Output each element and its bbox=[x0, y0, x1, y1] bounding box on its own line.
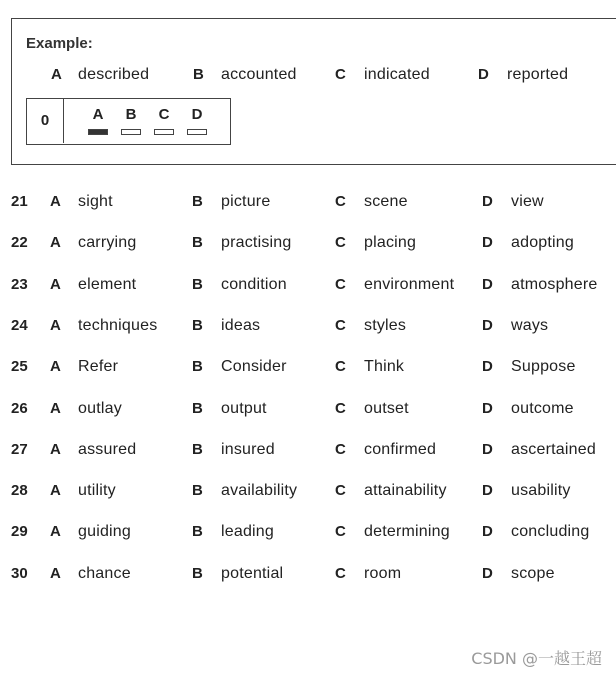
option-word[interactable]: confirmed bbox=[364, 440, 437, 458]
option-word[interactable]: view bbox=[511, 193, 544, 210]
option-letter: B bbox=[192, 564, 203, 582]
question-number: 25 bbox=[11, 358, 28, 376]
question-row bbox=[0, 565, 616, 587]
question-number: 23 bbox=[11, 275, 28, 293]
option-letter: B bbox=[192, 523, 203, 541]
option-word[interactable]: techniques bbox=[78, 316, 158, 334]
option-letter: A bbox=[50, 399, 61, 417]
question-number: 24 bbox=[11, 316, 28, 334]
question-row bbox=[0, 317, 616, 339]
option-letter: D bbox=[482, 358, 493, 376]
option-letter: A bbox=[50, 316, 61, 334]
option-letter: A bbox=[50, 482, 61, 500]
option-letter: A bbox=[50, 523, 61, 541]
option-letter: D bbox=[482, 275, 493, 293]
option-word[interactable]: carrying bbox=[78, 234, 137, 252]
option-word[interactable]: environment bbox=[364, 275, 455, 293]
option-word[interactable]: scope bbox=[511, 564, 555, 582]
option-letter: C bbox=[335, 482, 346, 500]
option-word[interactable]: adopting bbox=[511, 234, 574, 252]
answer-mark-d[interactable] bbox=[187, 129, 207, 135]
question-row bbox=[0, 441, 616, 463]
option-word[interactable]: determining bbox=[364, 523, 450, 541]
option-letter: D bbox=[482, 399, 493, 417]
option-letter: A bbox=[50, 440, 61, 458]
answer-sheet-letter-b: B bbox=[125, 106, 137, 123]
option-letter: B bbox=[192, 440, 203, 458]
question-number: 21 bbox=[11, 193, 28, 210]
option-word[interactable]: chance bbox=[78, 564, 131, 582]
option-word[interactable]: outset bbox=[364, 399, 409, 417]
option-letter: D bbox=[482, 234, 493, 252]
option-word[interactable]: availability bbox=[221, 482, 298, 500]
question-row bbox=[0, 523, 616, 545]
option-letter: D bbox=[482, 482, 493, 500]
question-number: 22 bbox=[11, 234, 28, 252]
answer-mark-a[interactable] bbox=[88, 129, 108, 135]
option-word[interactable]: picture bbox=[221, 193, 271, 210]
question-number: 29 bbox=[11, 523, 28, 541]
option-letter: B bbox=[192, 275, 203, 293]
example-options bbox=[12, 66, 616, 88]
option-letter: D bbox=[482, 193, 493, 210]
option-letter: B bbox=[192, 358, 203, 376]
option-word[interactable]: leading bbox=[221, 523, 275, 541]
question-number: 28 bbox=[11, 482, 28, 500]
watermark: CSDN @一越王超 bbox=[471, 649, 602, 668]
example-option-letter-a: A bbox=[51, 66, 62, 83]
question-row bbox=[0, 400, 616, 422]
example-title: Example: bbox=[26, 35, 93, 52]
option-word[interactable]: practising bbox=[221, 234, 292, 252]
option-word[interactable]: output bbox=[221, 399, 267, 417]
option-letter: C bbox=[335, 523, 346, 541]
example-option-word-a: described bbox=[78, 66, 150, 83]
option-letter: A bbox=[50, 193, 61, 210]
option-word[interactable]: ascertained bbox=[511, 440, 596, 458]
question-row bbox=[0, 276, 616, 298]
option-word[interactable]: atmosphere bbox=[511, 275, 598, 293]
option-letter: C bbox=[335, 234, 346, 252]
example-box bbox=[11, 18, 616, 165]
option-word[interactable]: guiding bbox=[78, 523, 132, 541]
option-word[interactable]: ideas bbox=[221, 316, 261, 334]
option-letter: D bbox=[482, 316, 493, 334]
question-row bbox=[0, 482, 616, 504]
option-word[interactable]: attainability bbox=[364, 482, 447, 500]
question-row bbox=[0, 358, 616, 380]
answer-sheet-letter-c: C bbox=[158, 106, 170, 123]
question-row bbox=[0, 193, 616, 215]
option-word[interactable]: outcome bbox=[511, 399, 574, 417]
option-letter: B bbox=[192, 234, 203, 252]
example-option-letter-c: C bbox=[335, 66, 346, 83]
option-word[interactable]: scene bbox=[364, 193, 408, 210]
example-option-letter-b: B bbox=[193, 66, 204, 83]
option-word[interactable]: potential bbox=[221, 564, 284, 582]
option-word[interactable]: room bbox=[364, 564, 402, 582]
answer-sheet-letter-d: D bbox=[191, 106, 203, 123]
option-letter: A bbox=[50, 358, 61, 376]
question-number: 30 bbox=[11, 564, 28, 582]
option-letter: C bbox=[335, 564, 346, 582]
question-row bbox=[0, 234, 616, 256]
answer-sheet-number: 0 bbox=[27, 99, 64, 143]
example-option-word-d: reported bbox=[507, 66, 569, 83]
option-letter: C bbox=[335, 316, 346, 334]
option-word[interactable]: usability bbox=[511, 482, 571, 500]
option-word[interactable]: Consider bbox=[221, 358, 287, 376]
option-letter: D bbox=[482, 440, 493, 458]
option-letter: B bbox=[192, 193, 203, 210]
example-option-letter-d: D bbox=[478, 66, 489, 83]
example-option-word-b: accounted bbox=[221, 66, 297, 83]
option-word[interactable]: concluding bbox=[511, 523, 590, 541]
question-number: 26 bbox=[11, 399, 28, 417]
option-word[interactable]: condition bbox=[221, 275, 287, 293]
example-option-word-c: indicated bbox=[364, 66, 430, 83]
option-word[interactable]: styles bbox=[364, 316, 407, 334]
option-word[interactable]: Suppose bbox=[511, 358, 576, 376]
option-word[interactable]: placing bbox=[364, 234, 417, 252]
option-word[interactable]: assured bbox=[78, 440, 137, 458]
answer-sheet-sample bbox=[26, 98, 231, 145]
option-letter: C bbox=[335, 399, 346, 417]
option-word[interactable]: sight bbox=[78, 193, 113, 210]
answer-mark-c[interactable] bbox=[154, 129, 174, 135]
option-word[interactable]: element bbox=[78, 275, 137, 293]
option-letter: C bbox=[335, 275, 346, 293]
option-word[interactable]: insured bbox=[221, 440, 275, 458]
option-letter: C bbox=[335, 440, 346, 458]
option-letter: A bbox=[50, 275, 61, 293]
option-word[interactable]: ways bbox=[511, 316, 549, 334]
question-number: 27 bbox=[11, 440, 28, 458]
option-letter: A bbox=[50, 564, 61, 582]
option-word[interactable]: utility bbox=[78, 482, 116, 500]
option-letter: A bbox=[50, 234, 61, 252]
option-letter: B bbox=[192, 316, 203, 334]
option-word[interactable]: Think bbox=[364, 358, 405, 376]
option-letter: B bbox=[192, 399, 203, 417]
answer-mark-b[interactable] bbox=[121, 129, 141, 135]
option-letter: D bbox=[482, 564, 493, 582]
option-letter: C bbox=[335, 193, 346, 210]
answer-sheet-letter-a: A bbox=[92, 106, 104, 123]
option-letter: D bbox=[482, 523, 493, 541]
option-letter: C bbox=[335, 358, 346, 376]
option-word[interactable]: outlay bbox=[78, 399, 122, 417]
option-letter: B bbox=[192, 482, 203, 500]
option-word[interactable]: Refer bbox=[78, 358, 119, 376]
